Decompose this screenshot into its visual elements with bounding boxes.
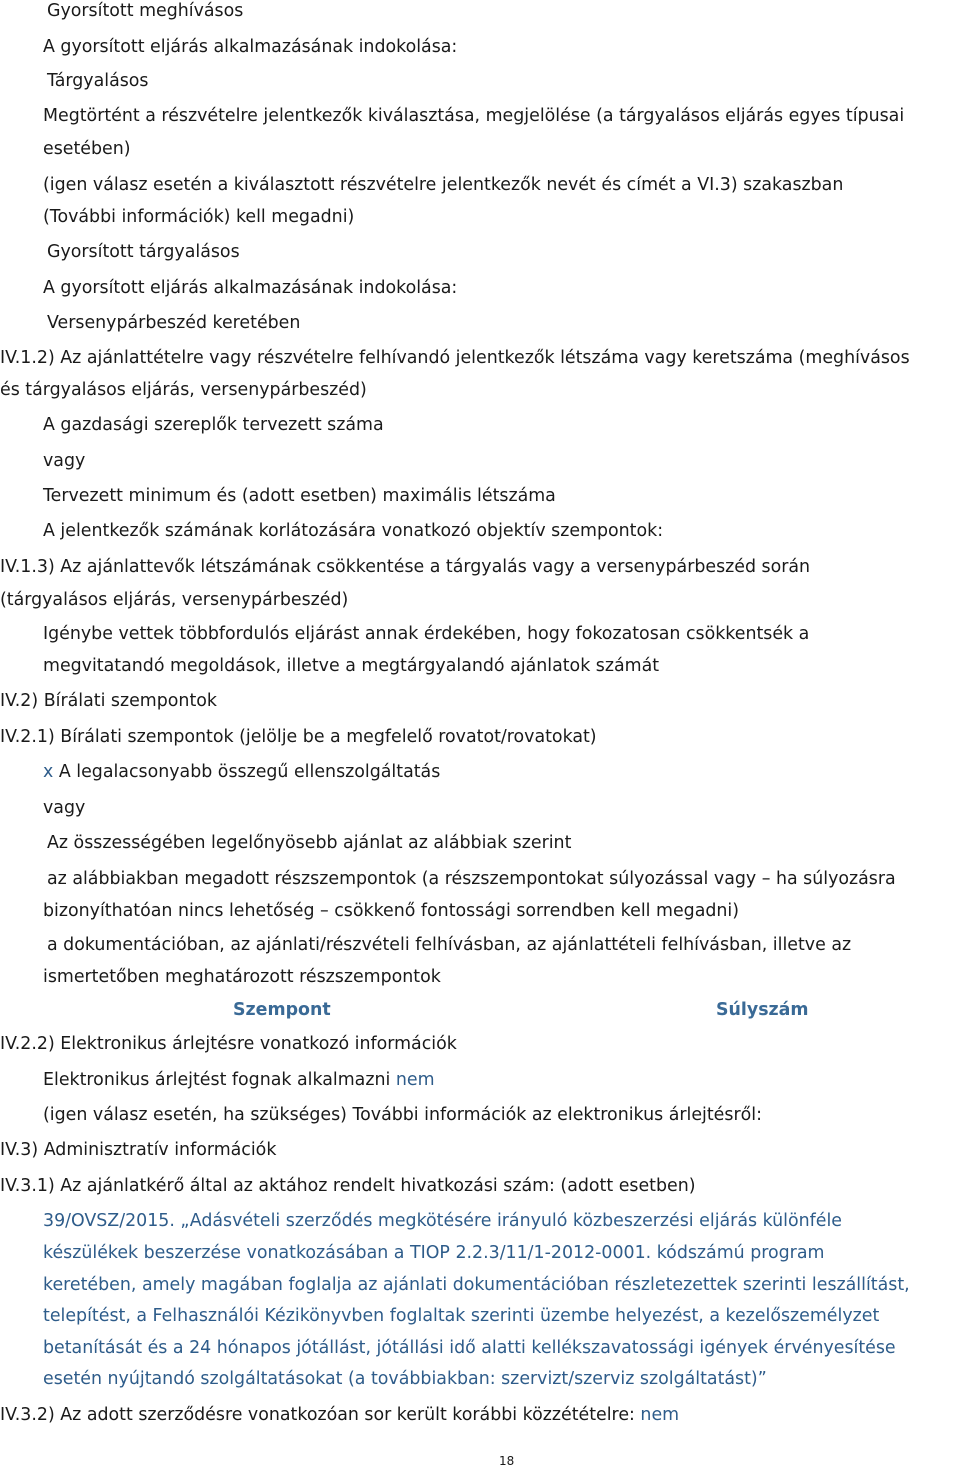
justification-label: A gyorsított eljárás alkalmazásának indokolása: bbox=[43, 37, 458, 57]
text-line: megvitatandó megoldások, illetve a megtárgyalandó ajánlatok számát bbox=[43, 656, 660, 676]
e-auction-value: nem bbox=[395, 1070, 435, 1090]
text-line: A jelentkezők számának korlátozására vonatkozó objektív szempontok: bbox=[43, 521, 664, 541]
section-heading-iv-2-1: IV.2.1) Bírálati szempontok (jelölje be a megfelelő rovatot/rovatokat) bbox=[0, 727, 597, 747]
section-heading-iv-2-2: IV.2.2) Elektronikus árlejtésre vonatkozó információk bbox=[0, 1034, 457, 1054]
e-auction-line bbox=[43, 1069, 435, 1091]
section-heading-iv-3: IV.3) Adminisztratív információk bbox=[0, 1140, 277, 1160]
text-line: A gazdasági szereplők tervezett száma bbox=[43, 415, 384, 435]
checked-mark: x bbox=[43, 762, 54, 782]
reference-text-line: betanítását és a 24 hónapos jótállást, jótállási idő alatti kellékszavatossági igények érvényesítése bbox=[43, 1338, 896, 1358]
reference-text-line: telepítést, a Felhasználói Kézikönyvben foglaltak szerinti üzembe helyezést, a kezelőszemélyzet bbox=[43, 1306, 880, 1326]
justification-label: A gyorsított eljárás alkalmazásának indokolása: bbox=[43, 278, 458, 298]
column-header-criterion: Szempont bbox=[233, 1000, 331, 1020]
prior-publication-value: nem bbox=[640, 1405, 680, 1425]
criterion-lowest-price bbox=[43, 761, 440, 783]
text-line: az alábbiakban megadott részszempontok (a részszempontokat súlyozással vagy – ha súlyozásra bbox=[47, 869, 896, 889]
section-heading-iv-2: IV.2) Bírálati szempontok bbox=[0, 691, 217, 711]
text-line: (igen válasz esetén a kiválasztott részvételre jelentkezők nevét és címét a VI.3) szakaszban bbox=[43, 175, 844, 195]
option-accelerated-negotiated: Gyorsított tárgyalásos bbox=[47, 242, 240, 262]
text-line: ismertetőben meghatározott részszempontok bbox=[43, 967, 441, 987]
page-number: 18 bbox=[499, 1454, 515, 1468]
criterion-most-advantageous: Az összességében legelőnyösebb ajánlat az alábbiak szerint bbox=[47, 833, 572, 853]
text-line: a dokumentációban, az ajánlati/részvételi felhívásban, az ajánlattételi felhívásban, illetve az bbox=[47, 935, 852, 955]
option-accelerated-restricted: Gyorsított meghívásos bbox=[47, 1, 244, 21]
section-heading-iv-3-1: IV.3.1) Az ajánlatkérő által az aktához rendelt hivatkozási szám: (adott esetben) bbox=[0, 1176, 696, 1196]
prior-publication-label: IV.3.2) Az adott szerződésre vonatkozóan sor került korábbi közzétételre: bbox=[0, 1405, 635, 1425]
text-line: és tárgyalásos eljárás, versenypárbeszéd) bbox=[0, 380, 367, 400]
column-header-weight: Súlyszám bbox=[716, 1000, 809, 1020]
text-line: bizonyíthatóan nincs lehetőség – csökkenő fontossági sorrendben kell megadni) bbox=[43, 901, 740, 921]
reference-text-line: esetén nyújtandó szolgáltatásokat (a továbbiakban: szervizt/szerviz szolgáltatást)” bbox=[43, 1369, 767, 1389]
text-line: vagy bbox=[43, 798, 86, 818]
criterion-label: A legalacsonyabb összegű ellenszolgáltatás bbox=[58, 762, 441, 782]
text-line: Igénybe vettek többfordulós eljárást annak érdekében, hogy fokozatosan csökkentsék a bbox=[43, 624, 810, 644]
text-line: Megtörtént a részvételre jelentkezők kiválasztása, megjelölése (a tárgyalásos eljárás egyes típusai bbox=[43, 106, 905, 126]
reference-text-line: készülékek beszerzése vonatkozásában a TIOP 2.2.3/11/1-2012-0001. kódszámú program bbox=[43, 1243, 825, 1263]
option-negotiated: Tárgyalásos bbox=[47, 71, 149, 91]
section-heading-iv-1-3: IV.1.3) Az ajánlattevők létszámának csökkentése a tárgyalás vagy a versenypárbeszéd során bbox=[0, 557, 811, 577]
section-heading-iv-1-2: IV.1.2) Az ajánlattételre vagy részvételre felhívandó jelentkezők létszáma vagy keretszáma (meghívásos bbox=[0, 348, 910, 368]
text-line: (igen válasz esetén, ha szükséges) További információk az elektronikus árlejtésről: bbox=[43, 1105, 762, 1125]
e-auction-label: Elektronikus árlejtést fognak alkalmazni bbox=[43, 1070, 391, 1090]
section-heading-iv-3-2 bbox=[0, 1404, 679, 1426]
reference-number-text: 39/OVSZ/2015. „Adásvételi szerződés megkötésére irányuló közbeszerzési eljárás különféle bbox=[43, 1211, 842, 1231]
text-line: vagy bbox=[43, 451, 86, 471]
text-line: (tárgyalásos eljárás, versenypárbeszéd) bbox=[0, 590, 349, 610]
text-line: esetében) bbox=[43, 139, 131, 159]
text-line: Tervezett minimum és (adott esetben) maximális létszáma bbox=[43, 486, 556, 506]
reference-text-line: keretében, amely magában foglalja az ajánlati dokumentációban részletezettek szerinti leszállítást, bbox=[43, 1275, 910, 1295]
text-line: (További információk) kell megadni) bbox=[43, 207, 355, 227]
option-competitive-dialogue: Versenypárbeszéd keretében bbox=[47, 313, 301, 333]
